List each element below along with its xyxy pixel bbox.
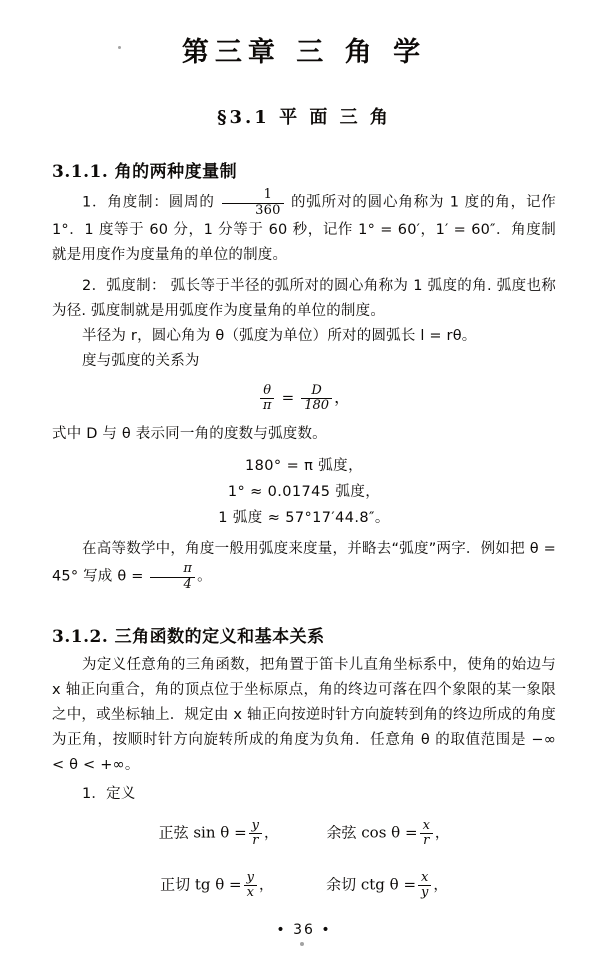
fraction-denominator: 180 xyxy=(304,398,330,414)
subsection-heading-312: 3.1.2. 三角函数的定义和基本关系 xyxy=(52,627,325,648)
function-cotangent-label: 余切 ctg θ = xyxy=(326,875,417,894)
paragraph-degree-measure-lead: 1．角度制：圆周的 xyxy=(82,194,221,211)
fraction-numerator: x xyxy=(420,819,433,835)
fraction-y-r xyxy=(249,819,262,849)
function-row-sin-cos xyxy=(52,819,556,849)
fraction-numerator: π xyxy=(150,562,195,578)
fraction-denominator: r xyxy=(423,833,430,849)
fraction-numerator: x xyxy=(418,871,431,887)
chapter-title: 第三章 三 角 学 xyxy=(181,37,427,68)
function-sine xyxy=(159,819,279,849)
function-cotangent xyxy=(326,871,448,901)
function-sine-tail: ， xyxy=(264,825,279,842)
paragraph-notation-note: 式中 D 与 θ 表示同一角的度数与弧度数。 xyxy=(52,425,327,442)
function-cosine-label: 余弦 cos θ = xyxy=(326,823,418,842)
fraction-denominator: r xyxy=(252,833,259,849)
fraction-y-x xyxy=(244,871,257,901)
page-number: • 36 • xyxy=(276,922,332,938)
scan-speck xyxy=(118,46,121,49)
fraction-one-over-360 xyxy=(222,188,283,218)
paragraph-trig-definition: 为定义任意角的三角函数，把角置于笛卡儿直角坐标系中，使角的始边与 x 轴正向重合，角的顶点位于坐标原点，角的终边可落在四个象限的某一象限之中，或坐标轴上．规定由 x 轴正向按逆时针方向旋转到角的终边所成的角度为正角，按顺时针方向旋转所成的角度为负角．任意角 θ 的取值范围是 −∞ < θ < +∞。 xyxy=(52,657,556,773)
fraction-numerator: D xyxy=(301,384,332,400)
function-cosine-tail: ， xyxy=(434,825,450,842)
function-sine-label: 正弦 sin θ = xyxy=(158,823,247,842)
function-tangent-label: 正切 tg θ = xyxy=(160,875,242,894)
equation-one-radian-degrees: 1 弧度 ≈ 57°17′44.8″。 xyxy=(218,509,390,526)
paragraph-relation-intro: 度与弧度的关系为 xyxy=(82,352,200,369)
equation-180-equals-pi: 180° = π 弧度， xyxy=(245,457,363,474)
fraction-pi-4 xyxy=(150,562,195,592)
subsection-heading-311: 3.1.1. 角的两种度量制 xyxy=(52,162,238,182)
fraction-denominator: y xyxy=(421,885,429,901)
equation-one-degree-radian: 1° ≈ 0.01745 弧度， xyxy=(227,483,381,500)
paragraph-radian-measure: 2．弧度制： 弧长等于半径的弧所对的圆心角称为 1 弧度的角. 弧度也称为径. 弧度制就是用弧度作为度量角的单位的制度。 xyxy=(52,277,556,319)
equals-sign: = xyxy=(281,388,295,407)
fraction-numerator: y xyxy=(249,819,262,835)
section-title: §3.1 平 面 三 角 xyxy=(217,107,391,128)
fraction-denominator: 4 xyxy=(183,576,192,592)
document-page xyxy=(0,30,608,968)
function-cosine xyxy=(327,819,450,849)
function-row-tan-cot xyxy=(52,871,556,901)
fraction-x-y xyxy=(418,871,431,901)
function-tangent xyxy=(160,871,278,901)
function-tangent-tail: ， xyxy=(259,877,274,894)
paragraph-degree-measure xyxy=(52,188,556,268)
fraction-denominator: π xyxy=(262,398,272,414)
paragraph-degree-measure-rest: 的弧所对的圆心角称为 1 度的角，记作 1°．1 度等于 60 分，1 分等于 60 秒，记作 1° = 60′，1′ = 60″．角度制就是用度作为度量角的单位的制度。 xyxy=(52,194,556,264)
fraction-denominator: x xyxy=(246,885,254,901)
fraction-numerator: y xyxy=(244,871,257,887)
fraction-D-180 xyxy=(301,384,332,414)
paragraph-final-suffix: 。 xyxy=(197,568,212,585)
paragraph-higher-math-note xyxy=(52,537,556,592)
paragraph-arc-length: 半径为 r，圆心角为 θ（弧度为单位）所对的圆弧长 l = rθ。 xyxy=(82,327,477,344)
equation-theta-over-pi xyxy=(52,384,556,414)
equation-trailing-comma: ， xyxy=(334,387,351,407)
fraction-x-r xyxy=(420,819,433,849)
equation-list-conversions xyxy=(52,453,556,531)
fraction-denominator: 360 xyxy=(255,202,281,218)
scan-speck xyxy=(300,942,304,946)
paragraph-definition-label: 1．定义 xyxy=(82,785,136,802)
fraction-numerator: θ xyxy=(260,384,275,400)
fraction-theta-pi xyxy=(260,384,275,414)
fraction-numerator: 1 xyxy=(222,188,283,204)
paragraph-higher-math-text: 在高等数学中，角度一般用弧度来度量，并略去“弧度”两字．例如把 θ = 45° 写成 θ = xyxy=(52,541,556,585)
function-cotangent-tail: ， xyxy=(433,877,448,894)
